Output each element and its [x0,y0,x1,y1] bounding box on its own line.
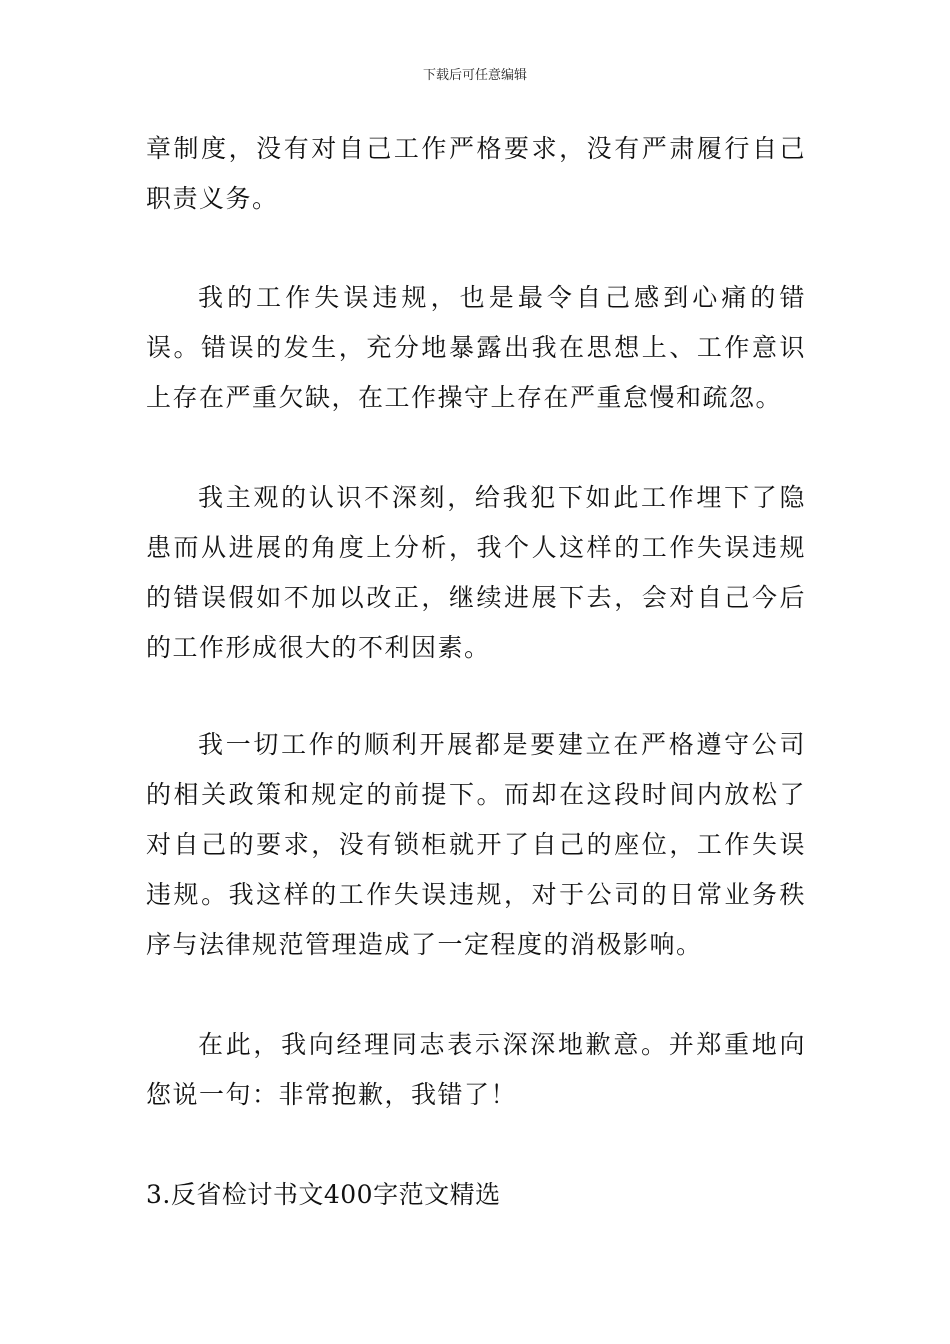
paragraph-2 [146,273,806,423]
paragraph-text: 在此，我向经理同志表示深深地歉意。并郑重地向您说一句：非常抱歉，我错了！ [146,1030,806,1109]
section-heading-text: 3.反省检讨书文400字范文精选 [146,1180,501,1209]
page-header: 下载后可任意编辑 [422,68,527,83]
paragraph-1 [146,124,806,224]
paragraph-4 [146,720,806,970]
paragraph-text: 章制度，没有对自己工作严格要求，没有严肃履行自己职责义务。 [146,134,806,213]
paragraph-3 [146,473,806,673]
section-heading [146,1170,806,1220]
paragraph-text: 我的工作失误违规，也是最令自己感到心痛的错误。错误的发生，充分地暴露出我在思想上、工作意识上存在严重欠缺，在工作操守上存在严重怠慢和疏忽。 [146,283,806,412]
paragraph-text: 我主观的认识不深刻，给我犯下如此工作埋下了隐患而从进展的角度上分析，我个人这样的工作失误违规的错误假如不加以改正，继续进展下去，会对自己今后的工作形成很大的不利因素。 [146,483,806,662]
paragraph-text: 我一切工作的顺利开展都是要建立在严格遵守公司的相关政策和规定的前提下。而却在这段时间内放松了对自己的要求，没有锁柜就开了自己的座位，工作失误违规。我这样的工作失误违规，对于公司的日常业务秩序与法律规范管理造成了一定程度的消极影响。 [146,730,806,959]
paragraph-5 [146,1020,806,1120]
